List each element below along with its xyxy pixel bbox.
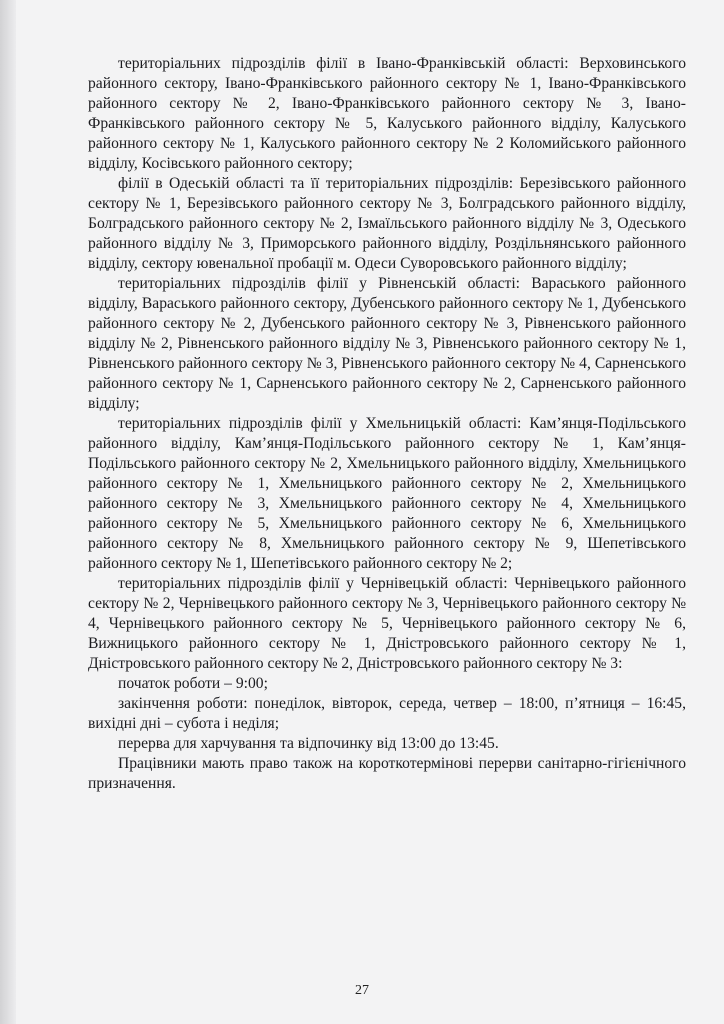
document-body bbox=[88, 54, 686, 794]
schedule-end: закінчення роботи: понеділок, вівторок, середа, четвер – 18:00, п’ятниця – 16:45, вихідні дні – субота і неділя; bbox=[88, 695, 686, 732]
schedule-start: початок роботи – 9:00; bbox=[118, 675, 268, 692]
paragraph-odesa: філії в Одеській області та її територіальних підрозділів: Березівського районного сектору № 1, Березівського районного сектору № 3, Болградського районного відділу, Болградського районного сектору № 2, Ізмаїльського районного відділу № 3, Одеського районного відділу № 3, Приморського районного відділу, Роздільнянського районного відділу, сектору ювенальної пробації м. Одеси Суворовського районного відділу; bbox=[88, 175, 686, 272]
paragraph-ivano-frankivsk: територіальних підрозділів філії в Івано-Франківській області: Верховинського районного сектору, Івано-Франківського районного сектору № 1, Івано-Франківського районного сектору № 2, Івано-Франківського районного сектору № 3, Івано-Франківського районного сектору № 5, Калуського районного відділу, Калуського районного сектору № 1, Калуського районного сектору № 2 Коломийського районного відділу, Косівського районного сектору; bbox=[88, 55, 686, 172]
paragraph-rivne: територіальних підрозділів філії у Рівненській області: Вараського районного відділу, Вараського районного сектору, Дубенського районного сектору № 1, Дубенського районного сектору № 2, Дубенського районного сектору № 3, Рівненського районного відділу № 2, Рівненського районного відділу № 3, Рівненського районного сектору № 1, Рівненського районного сектору № 3, Рівненського районного сектору № 4, Сарненського районного сектору № 1, Сарненського районного сектору № 2, Сарненського районного відділу; bbox=[88, 275, 686, 412]
paragraph-khmelnytskyi: територіальних підрозділів філії у Хмельницькій області: Кам’янця-Подільського районного відділу, Кам’янця-Подільського районного сектору № 1, Кам’янця-Подільського районного сектору № 2, Хмельницького районного відділу, Хмельницького районного сектору № 1, Хмельницького районного сектору № 2, Хмельницького районного сектору № 3, Хмельницького районного сектору № 4, Хмельницького районного сектору № 5, Хмельницького районного сектору № 6, Хмельницького районного сектору № 8, Хмельницького районного сектору № 9, Шепетівського районного сектору № 1, Шепетівського районного сектору № 2; bbox=[88, 415, 686, 572]
page-edge-shadow bbox=[0, 0, 16, 1024]
page-number: 27 bbox=[355, 983, 369, 998]
paragraph-chernivtsi: територіальних підрозділів філії у Чернівецькій області: Чернівецького районного сектору № 2, Чернівецького районного сектору № 3, Чернівецького районного сектору № 4, Чернівецького районного сектору № 5, Чернівецького районного сектору № 6, Вижницького районного сектору № 1, Дністровського районного сектору № 1, Дністровського районного сектору № 2, Дністровського районного сектору № 3: bbox=[88, 575, 686, 672]
schedule-break: перерва для харчування та відпочинку від 13:00 до 13:45. bbox=[118, 735, 499, 752]
closing-paragraph: Працівники мають право також на короткотермінові перерви санітарно-гігієнічного призначення. bbox=[88, 755, 686, 792]
